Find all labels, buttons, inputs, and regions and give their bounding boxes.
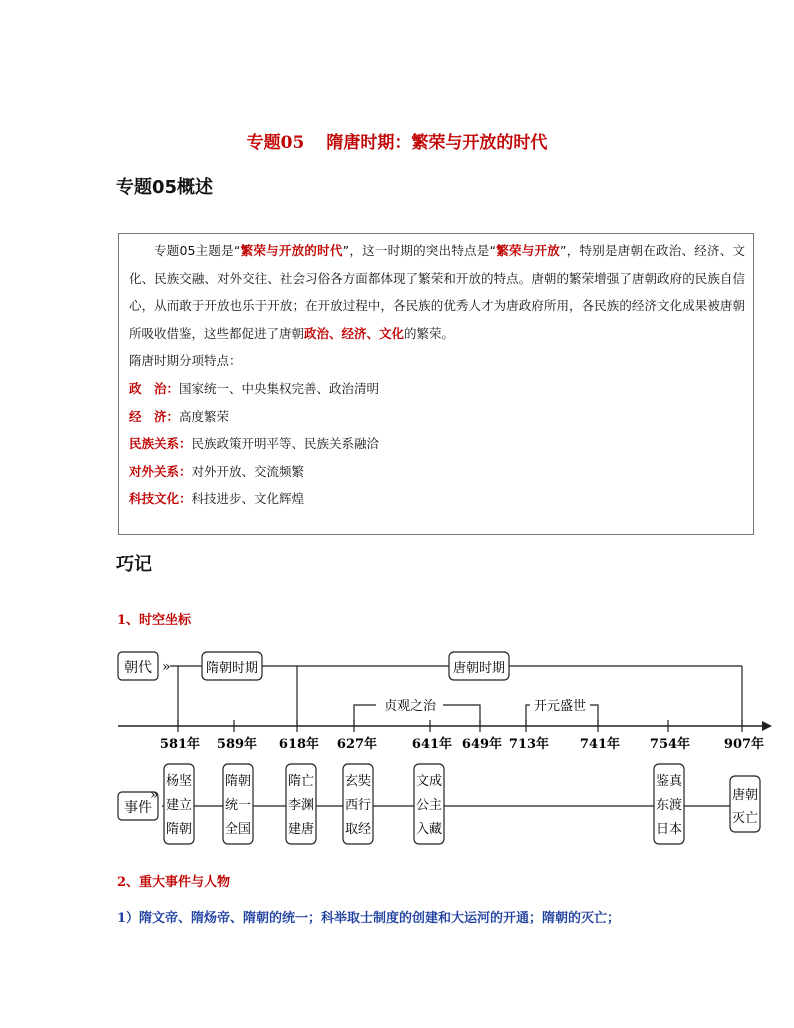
year-label: 754年 [649,737,691,752]
year-label: 618年 [278,737,320,752]
feature-foreign: 对外关系：对外开放、交流频繁 [129,463,305,479]
tang-period-label: 唐朝时期 [452,661,506,676]
feature-economy: 经 济：高度繁荣 [129,408,230,424]
highlight-feature: 繁荣与开放 [496,243,561,258]
year-label: 641年 [411,737,453,752]
section-2-heading: 2、重大事件与人物 [117,875,231,890]
kaiyuan-label: 开元盛世 [533,699,587,714]
text-run: ”，这一时期的突出特点是“ [342,243,497,258]
year-label: 741年 [579,737,621,752]
event-text: 全国 [224,822,252,837]
event-text: 统一 [224,798,252,813]
year-label: 649年 [461,737,503,752]
overview-heading: 专题05概述 [116,177,214,198]
event-text: 文成 [415,774,443,789]
feature-culture: 科技文化：科技进步、文化辉煌 [129,491,305,507]
highlight-theme: 繁荣与开放的时代 [240,243,343,258]
feature-ethnic: 民族关系：民族政策开明平等、民族关系融洽 [129,436,380,452]
overview-box [118,233,754,535]
year-label: 589年 [216,737,258,752]
event-text: 杨坚 [165,774,193,789]
event-text: 西行 [344,798,372,813]
memo-heading: 巧记 [116,554,152,575]
event-text: 入藏 [415,822,443,837]
event-text: 隋朝 [224,774,252,789]
event-text: 取经 [344,822,372,837]
subsection-1-heading: 1）隋文帝、隋炀帝、隋朝的统一；科举取士制度的创建和大运河的开通；隋朝的灭亡； [117,911,621,926]
title-prefix: 专题05 [246,133,305,153]
sui-period-label: 隋朝时期 [205,661,259,676]
event-text: 李渊 [287,798,315,813]
overview-paragraph [129,237,745,347]
event-text: 日本 [655,822,683,837]
zhenguan-label: 贞观之治 [383,699,437,714]
year-label: 713年 [508,737,550,752]
event-text: 东渡 [655,798,683,813]
page-title [0,128,794,153]
event-label: 事件 [124,800,152,816]
year-label: 907年 [723,737,765,752]
event-text: 鉴真 [655,774,683,789]
dynasty-label: 朝代 [124,660,152,676]
event-text: 隋朝 [165,822,193,837]
features-subtitle: 隋唐时期分项特点： [129,353,242,369]
year-label: 581年 [159,737,201,752]
timeline-diagram [0,640,794,850]
event-arrow: » [150,787,159,803]
event-text: 公主 [415,798,443,813]
event-text: 唐朝 [731,788,759,803]
highlight-areas: 政治、经济、文化 [304,325,405,341]
year-label: 627年 [336,737,378,752]
text-run: 专题05主题是“ [154,243,241,258]
feature-politics: 政 治：国家统一、中央集权完善、政治清明 [129,380,380,396]
section-1-heading: 1、时空坐标 [117,613,192,628]
event-text: 建立 [165,798,193,813]
event-text: 灭亡 [731,811,759,826]
event-text: 玄奘 [344,774,372,789]
text-run: ”，特别是唐朝在政治、经济、文化、民族交融、对外交往、社会习俗各方面都体现了繁荣和开放的特点。唐朝的繁荣增强了唐朝政府的民族自信心，从而敢于开放也乐于开放；在开放过程中，各民族的优秀人才为唐政府所用，各民族的经济文化成果被唐朝所吸收借鉴，这些都促进了唐朝 [129,243,745,341]
event-text: 建唐 [287,822,315,837]
text-run: 的繁荣。 [404,325,455,341]
title-main: 隋唐时期：繁荣与开放的时代 [326,133,548,153]
dynasty-arrow: » [162,659,171,675]
event-text: 隋亡 [287,774,315,789]
